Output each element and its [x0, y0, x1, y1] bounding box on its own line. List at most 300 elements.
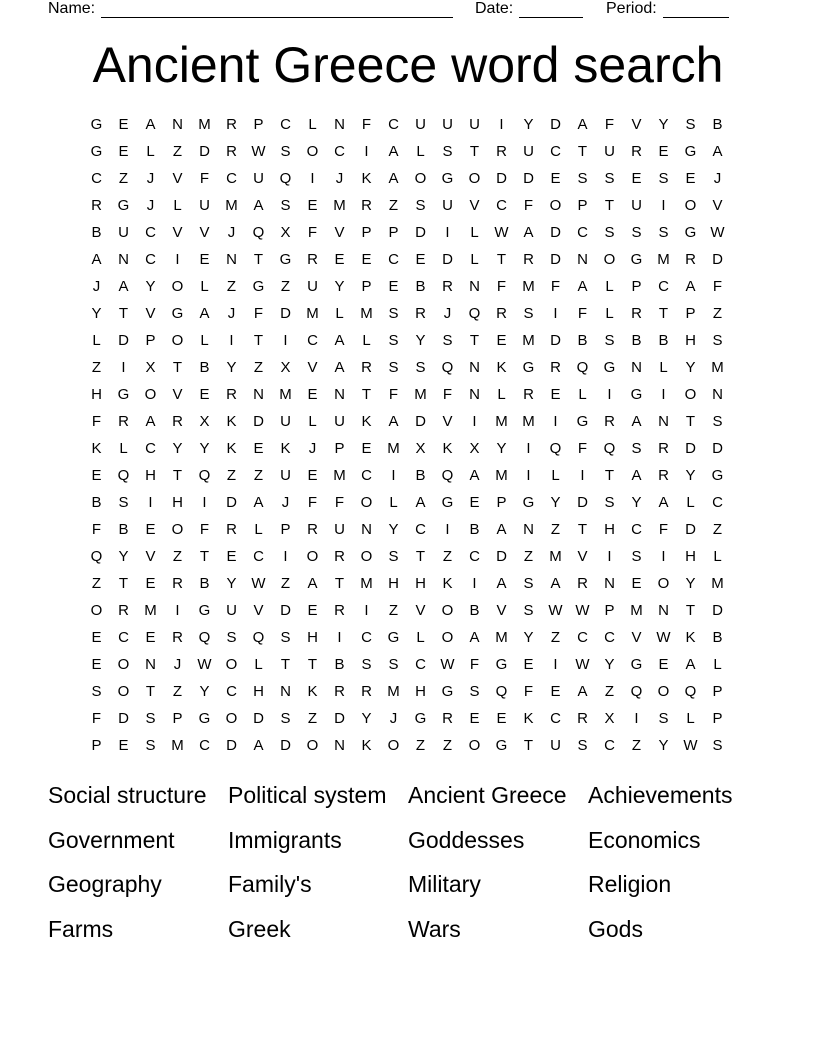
grid-letter[interactable]: Q — [90, 548, 103, 565]
grid-letter[interactable]: F — [712, 278, 723, 295]
grid-letter[interactable]: N — [469, 278, 480, 295]
grid-letter[interactable]: G — [117, 197, 130, 214]
grid-letter[interactable]: I — [580, 467, 585, 484]
grid-letter[interactable]: Z — [253, 359, 264, 376]
grid-letter[interactable]: W — [710, 224, 725, 241]
grid-letter[interactable]: I — [175, 251, 180, 268]
grid-letter[interactable]: P — [253, 116, 264, 133]
grid-letter[interactable]: B — [91, 224, 102, 241]
grid-letter[interactable]: L — [605, 278, 614, 295]
grid-letter[interactable]: S — [658, 710, 669, 727]
grid-letter[interactable]: E — [550, 683, 561, 700]
grid-letter[interactable]: I — [661, 386, 666, 403]
grid-letter[interactable]: E — [118, 143, 129, 160]
grid-letter[interactable]: M — [306, 305, 319, 322]
grid-letter[interactable]: G — [279, 251, 292, 268]
grid-letter[interactable]: A — [577, 116, 588, 133]
grid-letter[interactable]: C — [145, 224, 156, 241]
grid-letter[interactable]: L — [389, 494, 398, 511]
grid-letter[interactable]: C — [361, 467, 372, 484]
grid-letter[interactable]: Y — [631, 494, 642, 511]
grid-letter[interactable]: E — [388, 278, 399, 295]
grid-letter[interactable]: R — [172, 413, 183, 430]
grid-letter[interactable]: Q — [117, 467, 130, 484]
grid-letter[interactable]: S — [226, 629, 237, 646]
grid-letter[interactable]: J — [92, 278, 101, 295]
grid-letter[interactable]: M — [333, 197, 346, 214]
grid-letter[interactable]: H — [145, 467, 156, 484]
grid-letter[interactable]: B — [199, 575, 210, 592]
grid-letter[interactable]: R — [604, 413, 615, 430]
grid-letter[interactable]: Z — [226, 467, 237, 484]
grid-letter[interactable]: G — [630, 386, 643, 403]
grid-letter[interactable]: O — [225, 656, 238, 673]
grid-letter[interactable]: E — [91, 629, 102, 646]
grid-letter[interactable]: R — [685, 251, 696, 268]
grid-letter[interactable]: S — [388, 656, 399, 673]
grid-letter[interactable]: S — [712, 413, 723, 430]
grid-letter[interactable]: E — [91, 467, 102, 484]
grid-letter[interactable]: U — [280, 413, 291, 430]
grid-letter[interactable]: O — [468, 170, 481, 187]
grid-letter[interactable]: Y — [226, 575, 237, 592]
grid-letter[interactable]: H — [685, 332, 696, 349]
grid-letter[interactable]: L — [335, 305, 344, 322]
grid-letter[interactable]: A — [685, 656, 696, 673]
grid-letter[interactable]: T — [469, 332, 480, 349]
grid-letter[interactable]: H — [604, 521, 615, 538]
grid-letter[interactable]: S — [631, 548, 642, 565]
grid-letter[interactable]: K — [226, 440, 237, 457]
grid-letter[interactable]: Y — [199, 440, 210, 457]
date-blank[interactable] — [519, 2, 583, 18]
grid-letter[interactable]: Z — [91, 575, 102, 592]
grid-letter[interactable]: G — [198, 710, 211, 727]
grid-letter[interactable]: R — [361, 197, 372, 214]
grid-letter[interactable]: A — [658, 494, 669, 511]
grid-letter[interactable]: Q — [252, 629, 265, 646]
grid-letter[interactable]: I — [202, 494, 207, 511]
grid-letter[interactable]: V — [253, 602, 264, 619]
grid-letter[interactable]: Y — [199, 683, 210, 700]
grid-letter[interactable]: G — [684, 224, 697, 241]
grid-letter[interactable]: N — [658, 413, 669, 430]
grid-letter[interactable]: Y — [91, 305, 102, 322]
grid-letter[interactable]: S — [685, 116, 696, 133]
grid-letter[interactable]: P — [91, 737, 102, 754]
grid-letter[interactable]: I — [445, 224, 450, 241]
grid-letter[interactable]: A — [415, 494, 426, 511]
grid-letter[interactable]: T — [253, 332, 264, 349]
grid-letter[interactable]: A — [469, 467, 480, 484]
grid-letter[interactable]: Z — [550, 629, 561, 646]
grid-letter[interactable]: F — [253, 305, 264, 322]
grid-letter[interactable]: W — [494, 224, 509, 241]
grid-letter[interactable]: R — [523, 251, 534, 268]
grid-letter[interactable]: V — [172, 170, 183, 187]
grid-letter[interactable]: E — [631, 170, 642, 187]
grid-letter[interactable]: D — [253, 413, 264, 430]
grid-letter[interactable]: R — [550, 359, 561, 376]
grid-letter[interactable]: L — [254, 521, 263, 538]
grid-letter[interactable]: M — [360, 575, 373, 592]
grid-letter[interactable]: K — [496, 359, 507, 376]
grid-letter[interactable]: L — [497, 386, 506, 403]
grid-letter[interactable]: Q — [576, 359, 589, 376]
grid-letter[interactable]: X — [145, 359, 156, 376]
grid-letter[interactable]: I — [607, 548, 612, 565]
grid-letter[interactable]: M — [387, 440, 400, 457]
grid-letter[interactable]: F — [442, 386, 453, 403]
grid-letter[interactable]: D — [280, 602, 291, 619]
grid-letter[interactable]: T — [172, 359, 183, 376]
grid-letter[interactable]: U — [334, 521, 345, 538]
grid-letter[interactable]: P — [496, 494, 507, 511]
grid-letter[interactable]: K — [361, 170, 372, 187]
grid-letter[interactable]: M — [198, 116, 211, 133]
grid-letter[interactable]: G — [711, 467, 724, 484]
grid-letter[interactable]: D — [712, 440, 723, 457]
grid-letter[interactable]: I — [283, 332, 288, 349]
grid-letter[interactable]: N — [334, 386, 345, 403]
grid-letter[interactable]: R — [118, 413, 129, 430]
grid-letter[interactable]: T — [577, 143, 588, 160]
grid-letter[interactable]: I — [499, 116, 504, 133]
grid-letter[interactable]: Y — [118, 548, 129, 565]
grid-letter[interactable]: D — [550, 251, 561, 268]
grid-letter[interactable]: U — [631, 197, 642, 214]
grid-letter[interactable]: G — [630, 656, 643, 673]
grid-letter[interactable]: V — [145, 305, 156, 322]
grid-letter[interactable]: L — [254, 656, 263, 673]
grid-letter[interactable]: N — [631, 359, 642, 376]
grid-letter[interactable]: U — [523, 143, 534, 160]
grid-letter[interactable]: L — [200, 278, 209, 295]
grid-letter[interactable]: E — [253, 440, 264, 457]
grid-letter[interactable]: E — [469, 494, 480, 511]
grid-letter[interactable]: I — [445, 521, 450, 538]
grid-letter[interactable]: L — [578, 386, 587, 403]
grid-letter[interactable]: R — [415, 305, 426, 322]
grid-letter[interactable]: P — [604, 602, 615, 619]
grid-letter[interactable]: I — [121, 359, 126, 376]
grid-letter[interactable]: Y — [685, 467, 696, 484]
grid-letter[interactable]: N — [226, 251, 237, 268]
grid-letter[interactable]: Y — [172, 440, 183, 457]
grid-letter[interactable]: F — [361, 116, 372, 133]
grid-letter[interactable]: H — [172, 494, 183, 511]
grid-letter[interactable]: L — [200, 332, 209, 349]
grid-letter[interactable]: V — [172, 224, 183, 241]
grid-letter[interactable]: C — [145, 440, 156, 457]
grid-letter[interactable]: W — [251, 143, 266, 160]
grid-letter[interactable]: Y — [388, 521, 399, 538]
grid-letter[interactable]: C — [550, 143, 561, 160]
grid-letter[interactable]: B — [712, 629, 723, 646]
grid-letter[interactable]: D — [712, 251, 723, 268]
grid-letter[interactable]: T — [361, 386, 372, 403]
period-blank[interactable] — [663, 2, 729, 18]
grid-letter[interactable]: O — [657, 575, 670, 592]
grid-letter[interactable]: Z — [442, 737, 453, 754]
grid-letter[interactable]: Y — [361, 710, 372, 727]
grid-letter[interactable]: K — [307, 683, 318, 700]
grid-letter[interactable]: R — [226, 143, 237, 160]
grid-letter[interactable]: S — [523, 575, 534, 592]
grid-letter[interactable]: N — [469, 359, 480, 376]
grid-letter[interactable]: E — [199, 251, 210, 268]
grid-letter[interactable]: W — [575, 656, 590, 673]
grid-letter[interactable]: Y — [658, 737, 669, 754]
grid-letter[interactable]: Z — [172, 143, 183, 160]
grid-letter[interactable]: Z — [631, 737, 642, 754]
grid-letter[interactable]: R — [91, 197, 102, 214]
grid-letter[interactable]: M — [360, 305, 373, 322]
grid-letter[interactable]: O — [549, 197, 562, 214]
grid-letter[interactable]: G — [495, 656, 508, 673]
grid-letter[interactable]: Q — [684, 683, 697, 700]
grid-letter[interactable]: I — [283, 548, 288, 565]
grid-letter[interactable]: Q — [198, 467, 211, 484]
grid-letter[interactable]: G — [441, 170, 454, 187]
grid-letter[interactable]: P — [631, 278, 642, 295]
grid-letter[interactable]: T — [604, 197, 615, 214]
grid-letter[interactable]: A — [712, 143, 723, 160]
grid-letter[interactable]: Z — [388, 602, 399, 619]
grid-letter[interactable]: I — [553, 413, 558, 430]
grid-letter[interactable]: D — [496, 548, 507, 565]
grid-letter[interactable]: R — [658, 467, 669, 484]
grid-letter[interactable]: C — [415, 656, 426, 673]
grid-letter[interactable]: W — [440, 656, 455, 673]
grid-letter[interactable]: R — [442, 710, 453, 727]
grid-letter[interactable]: C — [307, 332, 318, 349]
grid-letter[interactable]: F — [550, 278, 561, 295]
grid-letter[interactable]: R — [361, 359, 372, 376]
grid-letter[interactable]: T — [469, 143, 480, 160]
grid-letter[interactable]: B — [712, 116, 723, 133]
grid-letter[interactable]: E — [307, 467, 318, 484]
grid-letter[interactable]: F — [469, 656, 480, 673]
grid-letter[interactable]: P — [280, 521, 291, 538]
grid-letter[interactable]: F — [496, 278, 507, 295]
grid-letter[interactable]: S — [469, 683, 480, 700]
grid-letter[interactable]: F — [91, 413, 102, 430]
grid-letter[interactable]: L — [362, 332, 371, 349]
grid-letter[interactable]: S — [631, 224, 642, 241]
grid-letter[interactable]: B — [334, 656, 345, 673]
grid-letter[interactable]: D — [685, 440, 696, 457]
grid-letter[interactable]: I — [553, 656, 558, 673]
grid-letter[interactable]: C — [631, 521, 642, 538]
grid-letter[interactable]: O — [603, 251, 616, 268]
grid-letter[interactable]: I — [364, 143, 369, 160]
grid-letter[interactable]: I — [472, 575, 477, 592]
grid-letter[interactable]: E — [361, 440, 372, 457]
grid-letter[interactable]: L — [686, 710, 695, 727]
grid-letter[interactable]: D — [496, 170, 507, 187]
grid-letter[interactable]: R — [307, 521, 318, 538]
grid-letter[interactable]: K — [361, 413, 372, 430]
grid-letter[interactable]: S — [388, 305, 399, 322]
grid-letter[interactable]: S — [388, 359, 399, 376]
grid-letter[interactable]: U — [307, 278, 318, 295]
grid-letter[interactable]: T — [577, 521, 588, 538]
grid-letter[interactable]: Z — [712, 521, 723, 538]
grid-letter[interactable]: X — [469, 440, 480, 457]
grid-letter[interactable]: Z — [604, 683, 615, 700]
grid-letter[interactable]: N — [334, 116, 345, 133]
grid-letter[interactable]: K — [226, 413, 237, 430]
grid-letter[interactable]: M — [414, 386, 427, 403]
grid-letter[interactable]: P — [712, 683, 723, 700]
grid-letter[interactable]: E — [145, 521, 156, 538]
grid-letter[interactable]: L — [308, 116, 317, 133]
grid-letter[interactable]: L — [686, 494, 695, 511]
grid-letter[interactable]: M — [225, 197, 238, 214]
grid-letter[interactable]: V — [496, 602, 507, 619]
grid-letter[interactable]: L — [713, 656, 722, 673]
grid-letter[interactable]: A — [388, 170, 399, 187]
grid-letter[interactable]: O — [225, 710, 238, 727]
grid-letter[interactable]: M — [144, 602, 157, 619]
grid-letter[interactable]: B — [631, 332, 642, 349]
grid-letter[interactable]: V — [631, 629, 642, 646]
grid-letter[interactable]: E — [307, 602, 318, 619]
grid-letter[interactable]: W — [251, 575, 266, 592]
grid-letter[interactable]: R — [496, 305, 507, 322]
grid-letter[interactable]: S — [91, 683, 102, 700]
grid-letter[interactable]: G — [198, 602, 211, 619]
grid-letter[interactable]: D — [226, 737, 237, 754]
grid-letter[interactable]: S — [145, 737, 156, 754]
grid-letter[interactable]: D — [442, 251, 453, 268]
grid-letter[interactable]: S — [442, 332, 453, 349]
grid-letter[interactable]: O — [171, 332, 184, 349]
grid-letter[interactable]: O — [306, 548, 319, 565]
grid-letter[interactable]: J — [227, 305, 236, 322]
grid-letter[interactable]: V — [469, 197, 480, 214]
grid-letter[interactable]: O — [306, 737, 319, 754]
grid-letter[interactable]: A — [388, 413, 399, 430]
grid-letter[interactable]: F — [307, 494, 318, 511]
grid-letter[interactable]: Y — [226, 359, 237, 376]
grid-letter[interactable]: I — [526, 467, 531, 484]
grid-letter[interactable]: Q — [252, 224, 265, 241]
grid-letter[interactable]: V — [199, 224, 210, 241]
date-field[interactable] — [475, 0, 583, 18]
grid-letter[interactable]: E — [685, 170, 696, 187]
grid-letter[interactable]: J — [146, 170, 155, 187]
grid-letter[interactable]: A — [145, 413, 156, 430]
grid-letter[interactable]: O — [360, 548, 373, 565]
grid-letter[interactable]: C — [469, 548, 480, 565]
grid-letter[interactable]: G — [171, 305, 184, 322]
grid-letter[interactable]: Z — [226, 278, 237, 295]
grid-letter[interactable]: M — [279, 386, 292, 403]
grid-letter[interactable]: R — [361, 683, 372, 700]
grid-letter[interactable]: S — [280, 143, 291, 160]
grid-letter[interactable]: C — [577, 629, 588, 646]
grid-letter[interactable]: M — [171, 737, 184, 754]
grid-letter[interactable]: E — [550, 386, 561, 403]
grid-letter[interactable]: C — [361, 629, 372, 646]
grid-letter[interactable]: F — [523, 197, 534, 214]
grid-letter[interactable]: R — [631, 143, 642, 160]
grid-letter[interactable]: U — [226, 602, 237, 619]
grid-letter[interactable]: U — [253, 170, 264, 187]
grid-letter[interactable]: C — [496, 197, 507, 214]
grid-letter[interactable]: K — [361, 737, 372, 754]
grid-letter[interactable]: S — [658, 224, 669, 241]
grid-letter[interactable]: S — [712, 332, 723, 349]
grid-letter[interactable]: U — [118, 224, 129, 241]
grid-letter[interactable]: E — [199, 386, 210, 403]
grid-letter[interactable]: O — [684, 386, 697, 403]
grid-letter[interactable]: I — [337, 629, 342, 646]
grid-letter[interactable]: S — [577, 737, 588, 754]
grid-letter[interactable]: C — [577, 224, 588, 241]
grid-letter[interactable]: Z — [388, 197, 399, 214]
grid-letter[interactable]: I — [634, 710, 639, 727]
grid-letter[interactable]: H — [307, 629, 318, 646]
grid-letter[interactable]: Z — [253, 467, 264, 484]
grid-letter[interactable]: R — [658, 440, 669, 457]
grid-letter[interactable]: V — [172, 386, 183, 403]
grid-letter[interactable]: P — [334, 440, 345, 457]
grid-letter[interactable]: A — [577, 278, 588, 295]
grid-letter[interactable]: E — [91, 656, 102, 673]
grid-letter[interactable]: S — [118, 494, 129, 511]
grid-letter[interactable]: X — [280, 224, 291, 241]
grid-letter[interactable]: V — [334, 224, 345, 241]
grid-letter[interactable]: U — [334, 413, 345, 430]
grid-letter[interactable]: Y — [658, 116, 669, 133]
grid-letter[interactable]: T — [334, 575, 345, 592]
grid-letter[interactable]: T — [118, 305, 129, 322]
grid-letter[interactable]: F — [577, 440, 588, 457]
grid-letter[interactable]: M — [711, 575, 724, 592]
grid-letter[interactable]: A — [577, 683, 588, 700]
grid-letter[interactable]: B — [91, 494, 102, 511]
grid-letter[interactable]: B — [469, 521, 480, 538]
grid-letter[interactable]: O — [414, 170, 427, 187]
grid-letter[interactable]: U — [469, 116, 480, 133]
grid-letter[interactable]: B — [658, 332, 669, 349]
grid-letter[interactable]: R — [496, 143, 507, 160]
grid-letter[interactable]: R — [307, 251, 318, 268]
grid-letter[interactable]: A — [253, 737, 264, 754]
grid-letter[interactable]: M — [333, 467, 346, 484]
grid-letter[interactable]: J — [281, 494, 290, 511]
grid-letter[interactable]: Z — [280, 575, 291, 592]
grid-letter[interactable]: J — [713, 170, 722, 187]
grid-letter[interactable]: D — [523, 170, 534, 187]
grid-letter[interactable]: I — [661, 197, 666, 214]
grid-letter[interactable]: X — [604, 710, 615, 727]
grid-letter[interactable]: C — [712, 494, 723, 511]
grid-letter[interactable]: S — [523, 305, 534, 322]
grid-letter[interactable]: W — [548, 602, 563, 619]
grid-letter[interactable]: U — [442, 116, 453, 133]
grid-letter[interactable]: W — [656, 629, 671, 646]
grid-letter[interactable]: G — [522, 359, 535, 376]
grid-letter[interactable]: G — [495, 737, 508, 754]
grid-letter[interactable]: S — [388, 548, 399, 565]
grid-letter[interactable]: G — [441, 494, 454, 511]
grid-letter[interactable]: K — [685, 629, 696, 646]
grid-letter[interactable]: C — [253, 548, 264, 565]
